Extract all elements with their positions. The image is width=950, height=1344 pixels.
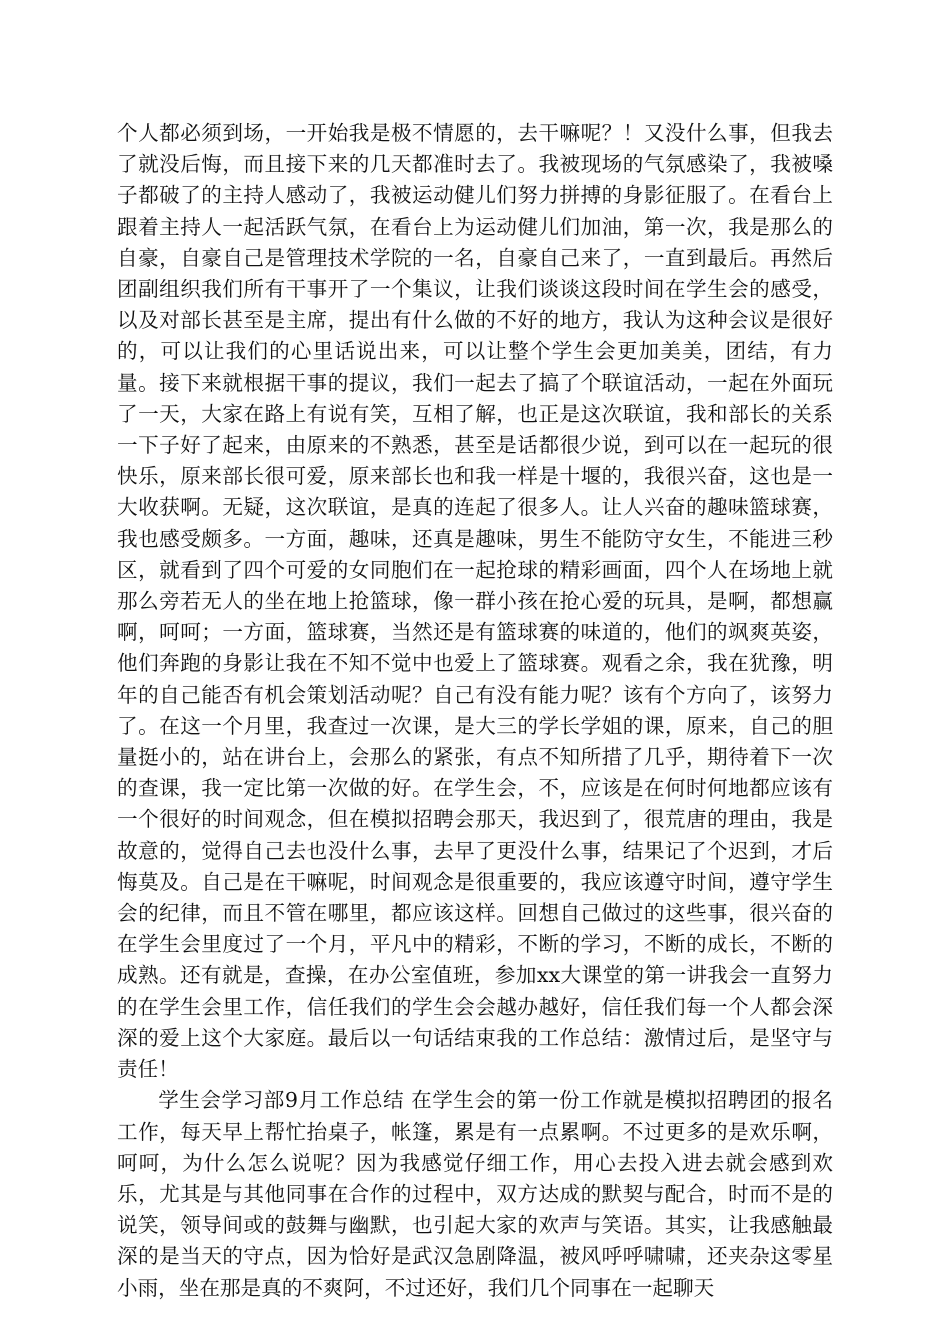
body-paragraph-1: 个人都必须到场，一开始我是极不情愿的，去干嘛呢？！又没什么事，但我去了就没后悔，而且接下来的几天都准时去了。我被现场的气氛感染了，我被嗓子都破了的主持人感动了，我被运动健儿们努力拼搏的身影征服了。在看台上跟着主持人一起活跃气氛，在看台上为运动健儿们加油，第一次，我是那么的自豪，自豪自己是管理技术学院的一名，自豪自己来了，一直到最后。再然后团副组织我们所有干事开了一个集议，让我们谈谈这段时间在学生会的感受，以及对部长甚至是主席，提出有什么做的不好的地方，我认为这种会议是很好的，可以让我们的心里话说出来，可以让整个学生会更加美美，团结，有力量。接下来就根据干事的提议，我们一起去了搞了个联谊活动，一起在外面玩了一天，大家在路上有说有笑，互相了解，也正是这次联谊，我和部长的关系一下子好了起来，由原来的不熟悉，甚至是话都很少说，到可以在一起玩的很快乐，原来部长很可爱，原来部长也和我一样是十堰的，我很兴奋，这也是一大收获啊。无疑，这次联谊，是真的连起了很多人。让人兴奋的趣味篮球赛，我也感受颇多。一方面，趣味，还真是趣味，男生不能防守女生，不能进三秒区，就看到了四个可爱的女同胞们在一起抢球的精彩画面，四个人在场地上就那么旁若无人的坐在地上抢篮球，像一群小孩在抢心爱的玩具，是啊，都想赢啊，呵呵；一方面，篮球赛，当然还是有篮球赛的味道的，他们的飒爽英姿，他们奔跑的身影让我在不知不觉中也爱上了篮球赛。观看之余，我在犹豫，明年的自己能否有机会策划活动呢？自己有没有能力呢？该有个方向了，该努力了。在这一个月里，我查过一次课，是大三的学长学姐的课，原来，自己的胆量挺小的，站在讲台上，会那么的紧张，有点不知所措了几乎，期待着下一次的查课，我一定比第一次做的好。在学生会，不，应该是在何时何地都应该有一个很好的时间观念，但在模拟招聘会那天，我迟到了，很荒唐的理由，我是故意的，觉得自己去也没什么事，去早了更没什么事，结果记了个迟到，才后悔莫及。自己是在干嘛呢，时间观念是很重要的，我应该遵守时间，遵守学生会的纪律，而且不管在哪里，都应该这样。回想自己做过的这些事，很兴奋的在学生会里度过了一个月，平凡中的精彩，不断的学习，不断的成长，不断的成熟。还有就是，查操，在办公室值班，参加xx大课堂的第一讲我会一直努力的在学生会里工作，信任我们的学生会会越办越好，信任我们每一个人都会深深的爱上这个大家庭。最后以一句话结束我的工作总结：激情过后，是坚守与责任！	[117, 121, 833, 1082]
body-paragraph-2: 学生会学习部9月工作总结 在学生会的第一份工作就是模拟招聘团的报名工作，每天早上帮忙抬桌子，帐篷，累是有一点累啊。不过更多的是欢乐啊，呵呵，为什么怎么说呢？因为我感觉仔细工作，用心去投入进去就会感到欢乐，尤其是与其他同事在合作的过程中，双方达成的默契与配合，时而不是的说笑，领导间或的鼓舞与幽默，也引起大家的欢声与笑语。其实，让我感触最深的是当天的守点，因为恰好是武汉急剧降温，被风呼呼啸啸，还夹杂这零星小雨，坐在那是真的不爽阿，不过还好，我们几个同事在一起聊天	[117, 1088, 833, 1300]
document-page	[117, 118, 833, 1304]
